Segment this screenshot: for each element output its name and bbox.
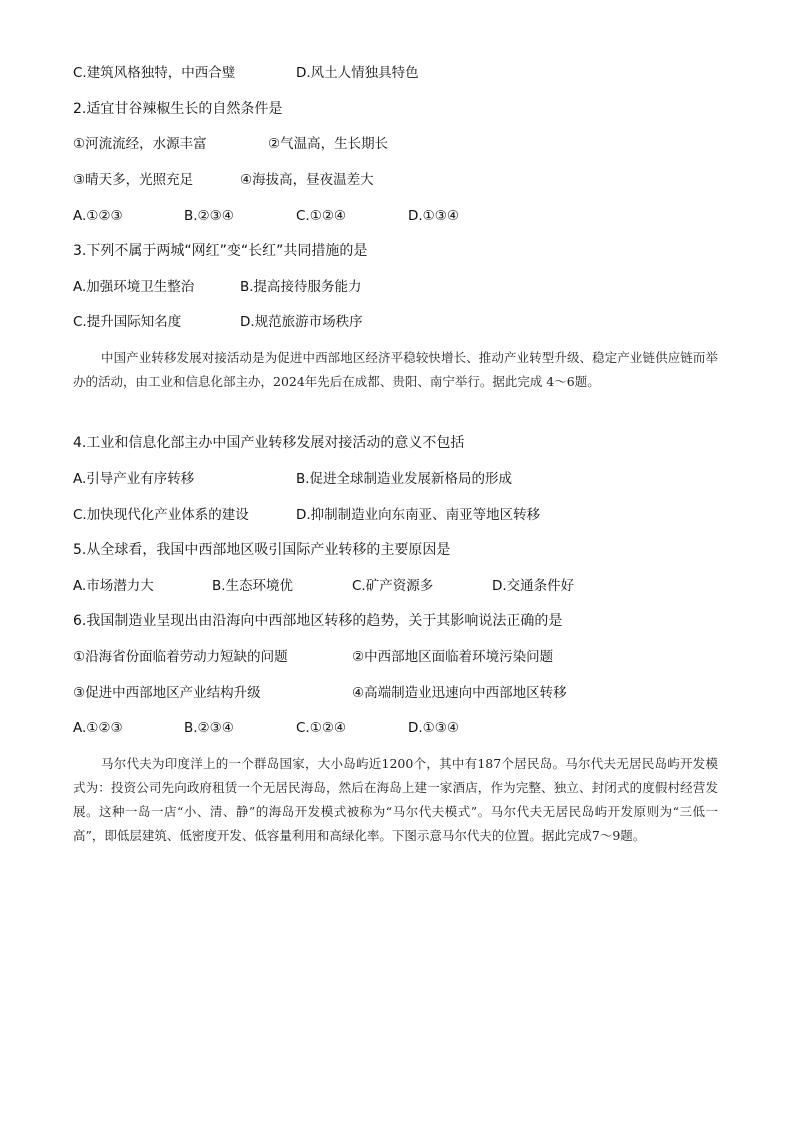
q6-option-d: D.①③④ — [408, 720, 459, 736]
q4-option-c: C.加快现代化产业体系的建设 — [73, 507, 249, 523]
q6-option-a: A.①②③ — [73, 720, 123, 736]
q2-item-3: ③晴天多，光照充足 — [73, 172, 194, 188]
question-3-stem: 3.下列不属于两城“网红”变“长红”共同措施的是 — [73, 243, 368, 259]
q2-item-4: ④海拔高，昼夜温差大 — [240, 172, 374, 188]
option-c: C.建筑风格独特，中西合璧 — [73, 65, 236, 81]
passage-industry-transfer: 中国产业转移发展对接活动是为促进中西部地区经济平稳较快增长、推动产业转型升级、稳定产业链供应链而举办的活动，由工业和信息化部主办，2024年先后在成都、贵阳、南宁举行。据此完成 4～6题。 — [73, 350, 718, 389]
q4-option-b: B.促进全球制造业发展新格局的形成 — [296, 471, 513, 487]
q2-option-d: D.①③④ — [408, 208, 459, 224]
q3-option-c: C.提升国际知名度 — [73, 314, 182, 330]
question-5-stem: 5.从全球看，我国中西部地区吸引国际产业转移的主要原因是 — [73, 542, 451, 558]
q2-option-a: A.①②③ — [73, 208, 123, 224]
question-2-stem: 2.适宜甘谷辣椒生长的自然条件是 — [73, 101, 283, 117]
q2-item-2: ②气温高，生长期长 — [268, 136, 389, 152]
passage-maldives: 马尔代夫为印度洋上的一个群岛国家，大小岛屿近1200个，其中有187个居民岛。马尔代夫无居民岛屿开发模式为：投资公司先向政府租赁一个无居民海岛，然后在海岛上建一家酒店，作为完整、独立、封闭式的度假村经营发展。这种一岛一店“小、清、静”的海岛开发模式被称为“马尔代夫模式”。马尔代夫无居民岛屿开发原则为“三低一高”，即低层建筑、低密度开发、低容量利用和高绿化率。下图示意马尔代夫的位置。据此完成7～9题。 — [73, 756, 718, 843]
q5-option-a: A.市场潜力大 — [73, 578, 154, 594]
q5-option-b: B.生态环境优 — [212, 578, 294, 594]
q2-option-c: C.①②④ — [296, 208, 347, 224]
question-6-stem: 6.我国制造业呈现出由沿海向中西部地区转移的趋势，关于其影响说法正确的是 — [73, 613, 563, 629]
q4-option-d: D.抑制制造业向东南亚、南亚等地区转移 — [296, 507, 541, 523]
q5-option-d: D.交通条件好 — [492, 578, 575, 594]
q6-option-b: B.②③④ — [184, 720, 234, 736]
q5-option-c: C.矿产资源多 — [352, 578, 434, 594]
q6-item-4: ④高端制造业迅速向中西部地区转移 — [352, 685, 567, 701]
q4-option-a: A.引导产业有序转移 — [73, 471, 195, 487]
q6-item-2: ②中西部地区面临着环境污染问题 — [352, 649, 554, 665]
q3-option-a: A.加强环境卫生整治 — [73, 279, 195, 295]
question-4-stem: 4.工业和信息化部主办中国产业转移发展对接活动的意义不包括 — [73, 435, 465, 451]
q6-option-c: C.①②④ — [296, 720, 347, 736]
q2-option-b: B.②③④ — [184, 208, 234, 224]
q3-option-b: B.提高接待服务能力 — [240, 279, 362, 295]
option-d: D.风土人情独具特色 — [296, 65, 419, 81]
q2-item-1: ①河流流经，水源丰富 — [73, 136, 207, 152]
q6-item-3: ③促进中西部地区产业结构升级 — [73, 685, 261, 701]
q6-item-1: ①沿海省份面临着劳动力短缺的问题 — [73, 649, 288, 665]
q3-option-d: D.规范旅游市场秩序 — [240, 314, 363, 330]
